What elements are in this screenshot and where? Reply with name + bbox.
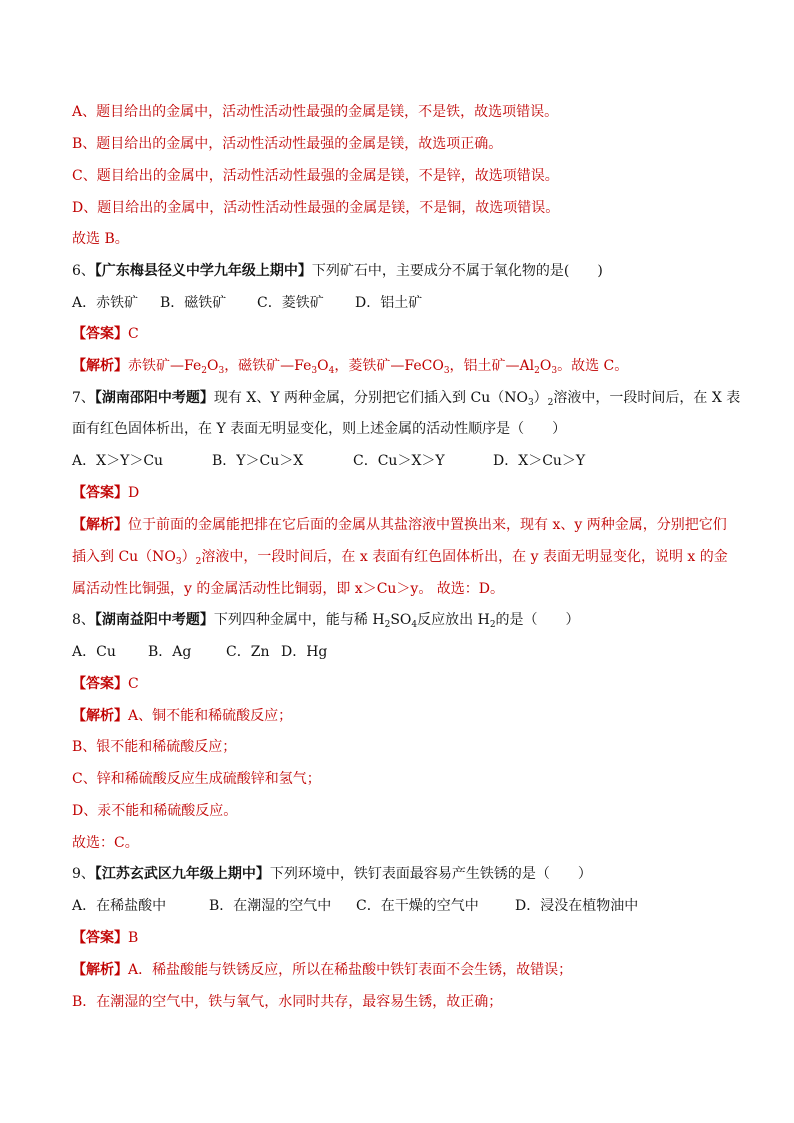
answer-label: 【答案】 [72, 930, 128, 946]
analysis-label: 【解析】 [72, 708, 128, 724]
option-c: C．Zn [226, 644, 270, 660]
option-b: B．在潮湿的空气中 [209, 898, 332, 914]
question-source: 【江苏玄武区九年级上期中】 [94, 866, 270, 882]
question-number: 6、 [72, 263, 95, 279]
question-8-conclusion: 故选：C。 [72, 835, 139, 851]
question-8-analysis-d: D、汞不能和稀硫酸反应。 [72, 803, 238, 819]
question-9-analysis: 【解析】A．稀盐酸能与铁锈反应，所以在稀盐酸中铁钉表面不会生锈，故错误； [72, 962, 573, 978]
option-d: D．浸没在植物油中 [515, 898, 639, 914]
question-6-analysis: 【解析】赤铁矿$—Fe_2O_3$，磁铁矿$—Fe_3O_4$，菱铁矿—FeCO$_3$，铝土矿$—Al_2O_3$。故选 C。 [72, 358, 629, 376]
option-d: D．铝土矿 [355, 295, 423, 311]
option-d: D．X＞Cu＞Y [493, 453, 586, 469]
question-7-analysis-3: 属活动性比铜强，y 的金属活动性比铜弱，即 x＞Cu＞y。 故选：D。 [72, 581, 505, 597]
question-8: 8、【湖南益阳中考题】下列四种金属中，能与稀 $H_2SO_4$反应放出 $H_2$的是（ ） [72, 612, 580, 630]
option-c: C．菱铁矿 [257, 295, 324, 311]
question-9 [72, 864, 592, 884]
question-8-analysis-b: B、银不能和稀硫酸反应； [72, 739, 237, 755]
answer-value: C [128, 676, 139, 692]
question-source: 【广东梅县径义中学九年级上期中】 [94, 263, 312, 279]
question-number: 8、 [72, 612, 95, 628]
question-stem: 下列环境中，铁钉表面最容易产生铁锈的是（ ） [269, 866, 592, 882]
question-number: 9、 [72, 866, 95, 882]
answer-value: B [128, 930, 139, 946]
question-7-options [72, 451, 585, 471]
question-7: 7、【湖南邵阳中考题】现有 X、Y 两种金属，分别把它们插入到 $Cu(NO_3)_2$溶液中，一段时间后，在 X 表 [72, 390, 741, 408]
question-source: 【湖南益阳中考题】 [94, 612, 214, 628]
question-7-analysis-2: 插入到 $Cu(NO_3)_2$溶液中，一段时间后，在 x 表面有红色固体析出，在 y 表面无明显变化，说明 x 的金 [72, 549, 728, 567]
question-6-answer [72, 324, 139, 344]
question-8-analysis-c: C、锌和稀硫酸反应生成硫酸锌和氢气； [72, 771, 321, 787]
option-d: D．Hg [281, 644, 328, 660]
option-a: A．X＞Y＞Cu [72, 453, 164, 469]
option-a: A．Cu [72, 644, 116, 660]
prev-explanation-b: B、题目给出的金属中，活动性活动性最强的金属是镁，故选项正确。 [72, 136, 503, 152]
question-number: 7、 [72, 390, 95, 406]
question-8-options [72, 642, 327, 662]
option-b: B．Y＞Cu＞X [212, 453, 304, 469]
question-6-options [72, 293, 422, 313]
answer-value: C [128, 326, 139, 342]
option-c: C．在干燥的空气中 [356, 898, 479, 914]
answer-label: 【答案】 [72, 485, 128, 501]
question-7-analysis: 【解析】位于前面的金属能把排在它后面的金属从其盐溶液中置换出来，现有 x、y 两种金属，分别把它们 [72, 517, 727, 533]
answer-label: 【答案】 [72, 326, 128, 342]
option-b: B．Ag [148, 644, 192, 660]
prev-conclusion: 故选 B。 [72, 231, 129, 247]
prev-explanation-c: C、题目给出的金属中，活动性活动性最强的金属是镁，不是锌，故选项错误。 [72, 168, 559, 184]
option-a: A．在稀盐酸中 [72, 898, 167, 914]
analysis-label: 【解析】 [72, 962, 128, 978]
analysis-label: 【解析】 [72, 358, 128, 374]
analysis-label: 【解析】 [72, 517, 128, 533]
prev-explanation-d: D、题目给出的金属中，活动性活动性最强的金属是镁，不是铜，故选项错误。 [72, 200, 560, 216]
question-8-analysis: 【解析】A、铜不能和稀硫酸反应； [72, 708, 293, 724]
question-stem: 下列矿石中，主要成分不属于氧化物的是( ) [311, 263, 603, 279]
question-9-options [72, 896, 638, 916]
question-7-stem-cont: 面有红色固体析出，在 Y 表面无明显变化，则上述金属的活动性顺序是（ ） [72, 421, 567, 437]
answer-value: D [128, 485, 140, 501]
question-9-analysis-2: B．在潮湿的空气中，铁与氧气，水同时共存，最容易生锈，故正确； [72, 994, 503, 1010]
option-a: A．赤铁矿 [72, 295, 139, 311]
question-7-answer [72, 483, 139, 503]
question-9-answer [72, 928, 138, 948]
option-b: B．磁铁矿 [160, 295, 227, 311]
answer-label: 【答案】 [72, 676, 128, 692]
question-8-answer [72, 674, 139, 694]
question-6 [72, 261, 603, 281]
prev-explanation-a: A、题目给出的金属中，活动性活动性最强的金属是镁，不是铁，故选项错误。 [72, 104, 559, 120]
question-source: 【湖南邵阳中考题】 [94, 390, 214, 406]
option-c: C．Cu＞X＞Y [353, 453, 445, 469]
